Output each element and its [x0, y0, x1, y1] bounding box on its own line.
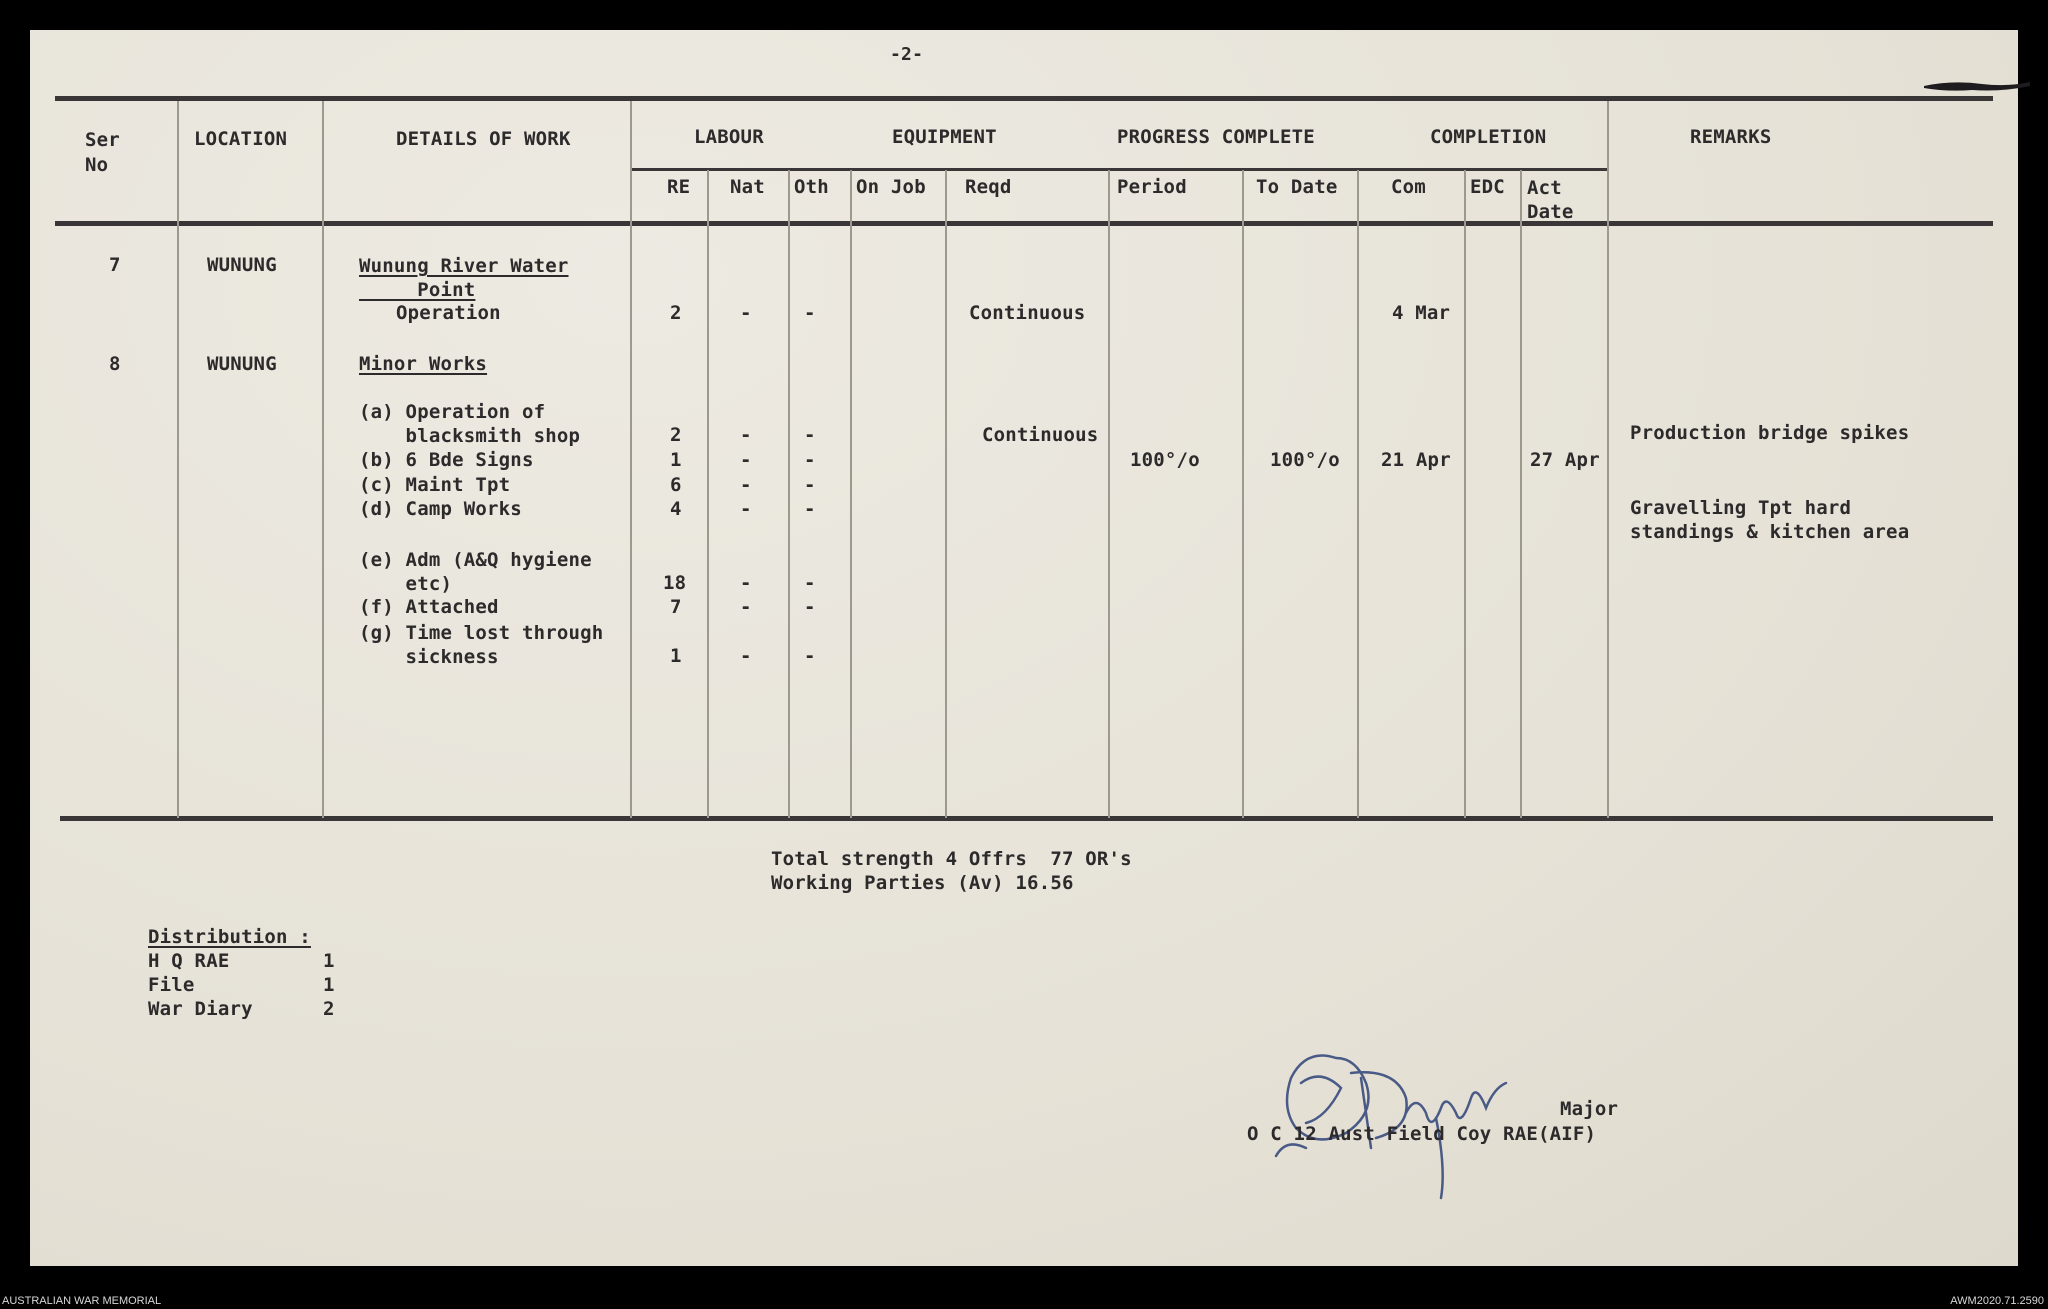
row-8-item-f-re: 7 [670, 596, 682, 618]
row-8-item-a-oth: - [804, 424, 816, 446]
row-8-item-b-oth: - [804, 449, 816, 471]
header-re: RE [667, 176, 691, 198]
row-7-item: Operation [396, 302, 501, 324]
col-divider [788, 170, 790, 818]
row-8-item-f-oth: - [804, 596, 816, 618]
row-8-item-g-nat: - [740, 645, 752, 667]
row-8-item-a-re: 2 [670, 424, 682, 446]
row-8-item-g-oth: - [804, 645, 816, 667]
header-com: Com [1391, 176, 1426, 198]
col-divider [1108, 170, 1110, 818]
col-divider [1520, 170, 1522, 818]
col-divider [1242, 170, 1244, 818]
row-8-item-b-re: 1 [670, 449, 682, 471]
col-divider [177, 101, 179, 818]
header-sub-rule [630, 168, 1607, 171]
row-8-period: 100°/o [1130, 449, 1200, 471]
row-8-item-d-nat: - [740, 498, 752, 520]
row-8-item-c-nat: - [740, 474, 752, 496]
header-details-of-work: DETAILS OF WORK [396, 128, 571, 150]
row-8-item-e-nat: - [740, 572, 752, 594]
header-period: Period [1117, 176, 1187, 198]
signatory-unit: O C 12 Aust Field Coy RAE(AIF) [1247, 1123, 1597, 1145]
row-8-title: Minor Works [359, 353, 488, 375]
distribution-count: 1 [323, 950, 335, 972]
row-8-remark-1: Production bridge spikes [1630, 422, 1910, 444]
row-7-re: 2 [670, 302, 682, 324]
row-8-item-b: (b) 6 Bde Signs [359, 449, 534, 471]
col-divider [1357, 170, 1359, 818]
header-on-job: On Job [856, 176, 926, 198]
header-remarks: REMARKS [1690, 126, 1772, 148]
row-8-item-g-re: 1 [670, 645, 682, 667]
col-divider [322, 101, 324, 818]
header-oth: Oth [794, 176, 829, 198]
document-page [30, 30, 2018, 1266]
row-8-item-e-oth: - [804, 572, 816, 594]
row-8-to-date: 100°/o [1270, 449, 1340, 471]
row-7-nat: - [740, 302, 752, 324]
row-8-item-b-nat: - [740, 449, 752, 471]
header-edc: EDC [1470, 176, 1505, 198]
distribution-name: File [148, 974, 195, 996]
col-divider [850, 170, 852, 818]
row-7-reqd: Continuous [969, 302, 1086, 324]
row-8-item-e-re: 18 [663, 572, 687, 594]
archive-label: AUSTRALIAN WAR MEMORIAL [2, 1295, 162, 1307]
row-8-item-e: (e) Adm (A&Q hygiene etc) [359, 549, 592, 595]
header-equipment: EQUIPMENT [892, 126, 997, 148]
row-8-location: WUNUNG [207, 353, 277, 375]
page-number: -2- [890, 44, 924, 65]
row-8-item-d-oth: - [804, 498, 816, 520]
row-8-item-c: (c) Maint Tpt [359, 474, 511, 496]
col-divider [945, 170, 947, 818]
row-8-com: 21 Apr [1381, 449, 1451, 471]
row-8-item-d-re: 4 [670, 498, 682, 520]
row-8-act-date: 27 Apr [1530, 449, 1600, 471]
row-7-com: 4 Mar [1392, 302, 1451, 324]
ink-smudge-mark [1922, 78, 2032, 94]
distribution-heading: Distribution : [148, 926, 311, 948]
row-7-title: Wunung River Water Point [359, 255, 569, 301]
table-bottom-rule [60, 816, 1993, 821]
distribution-count: 2 [323, 998, 335, 1020]
header-ser-no: Ser No [85, 129, 120, 176]
col-divider [1607, 101, 1609, 818]
row-7-location: WUNUNG [207, 254, 277, 276]
header-bottom-rule [55, 221, 1993, 226]
header-nat: Nat [730, 176, 765, 198]
header-completion: COMPLETION [1430, 126, 1547, 148]
header-to-date: To Date [1256, 176, 1338, 198]
table-top-rule [55, 96, 1993, 101]
header-act-date: Act Date [1527, 177, 1574, 223]
header-location: LOCATION [194, 128, 288, 150]
row-8-remark-2: Gravelling Tpt hard standings & kitchen area [1630, 497, 1910, 543]
archive-reference: AWM2020.71.2590 [1950, 1295, 2044, 1307]
col-divider [1464, 170, 1466, 818]
row-8-item-g: (g) Time lost through sickness [359, 622, 604, 668]
row-8-item-d: (d) Camp Works [359, 498, 522, 520]
col-divider [707, 170, 709, 818]
col-divider [630, 101, 632, 818]
row-8-item-c-oth: - [804, 474, 816, 496]
row-8-reqd: Continuous [982, 424, 1099, 446]
distribution-name: War Diary [148, 998, 253, 1020]
header-reqd: Reqd [965, 176, 1012, 198]
row-8-item-a: (a) Operation of blacksmith shop [359, 401, 581, 447]
total-strength: Total strength 4 Offrs 77 OR's [771, 848, 1132, 870]
row-8-item-f: (f) Attached [359, 596, 499, 618]
distribution-count: 1 [323, 974, 335, 996]
signatory-rank: Major [1560, 1098, 1619, 1120]
row-8-item-a-nat: - [740, 424, 752, 446]
row-7-oth: - [804, 302, 816, 324]
row-7-ser: 7 [109, 254, 121, 276]
header-labour: LABOUR [694, 126, 764, 148]
row-8-ser: 8 [109, 353, 121, 375]
working-parties: Working Parties (Av) 16.56 [771, 872, 1074, 894]
row-8-item-c-re: 6 [670, 474, 682, 496]
row-8-item-f-nat: - [740, 596, 752, 618]
header-progress-complete: PROGRESS COMPLETE [1117, 126, 1315, 148]
distribution-name: H Q RAE [148, 950, 230, 972]
